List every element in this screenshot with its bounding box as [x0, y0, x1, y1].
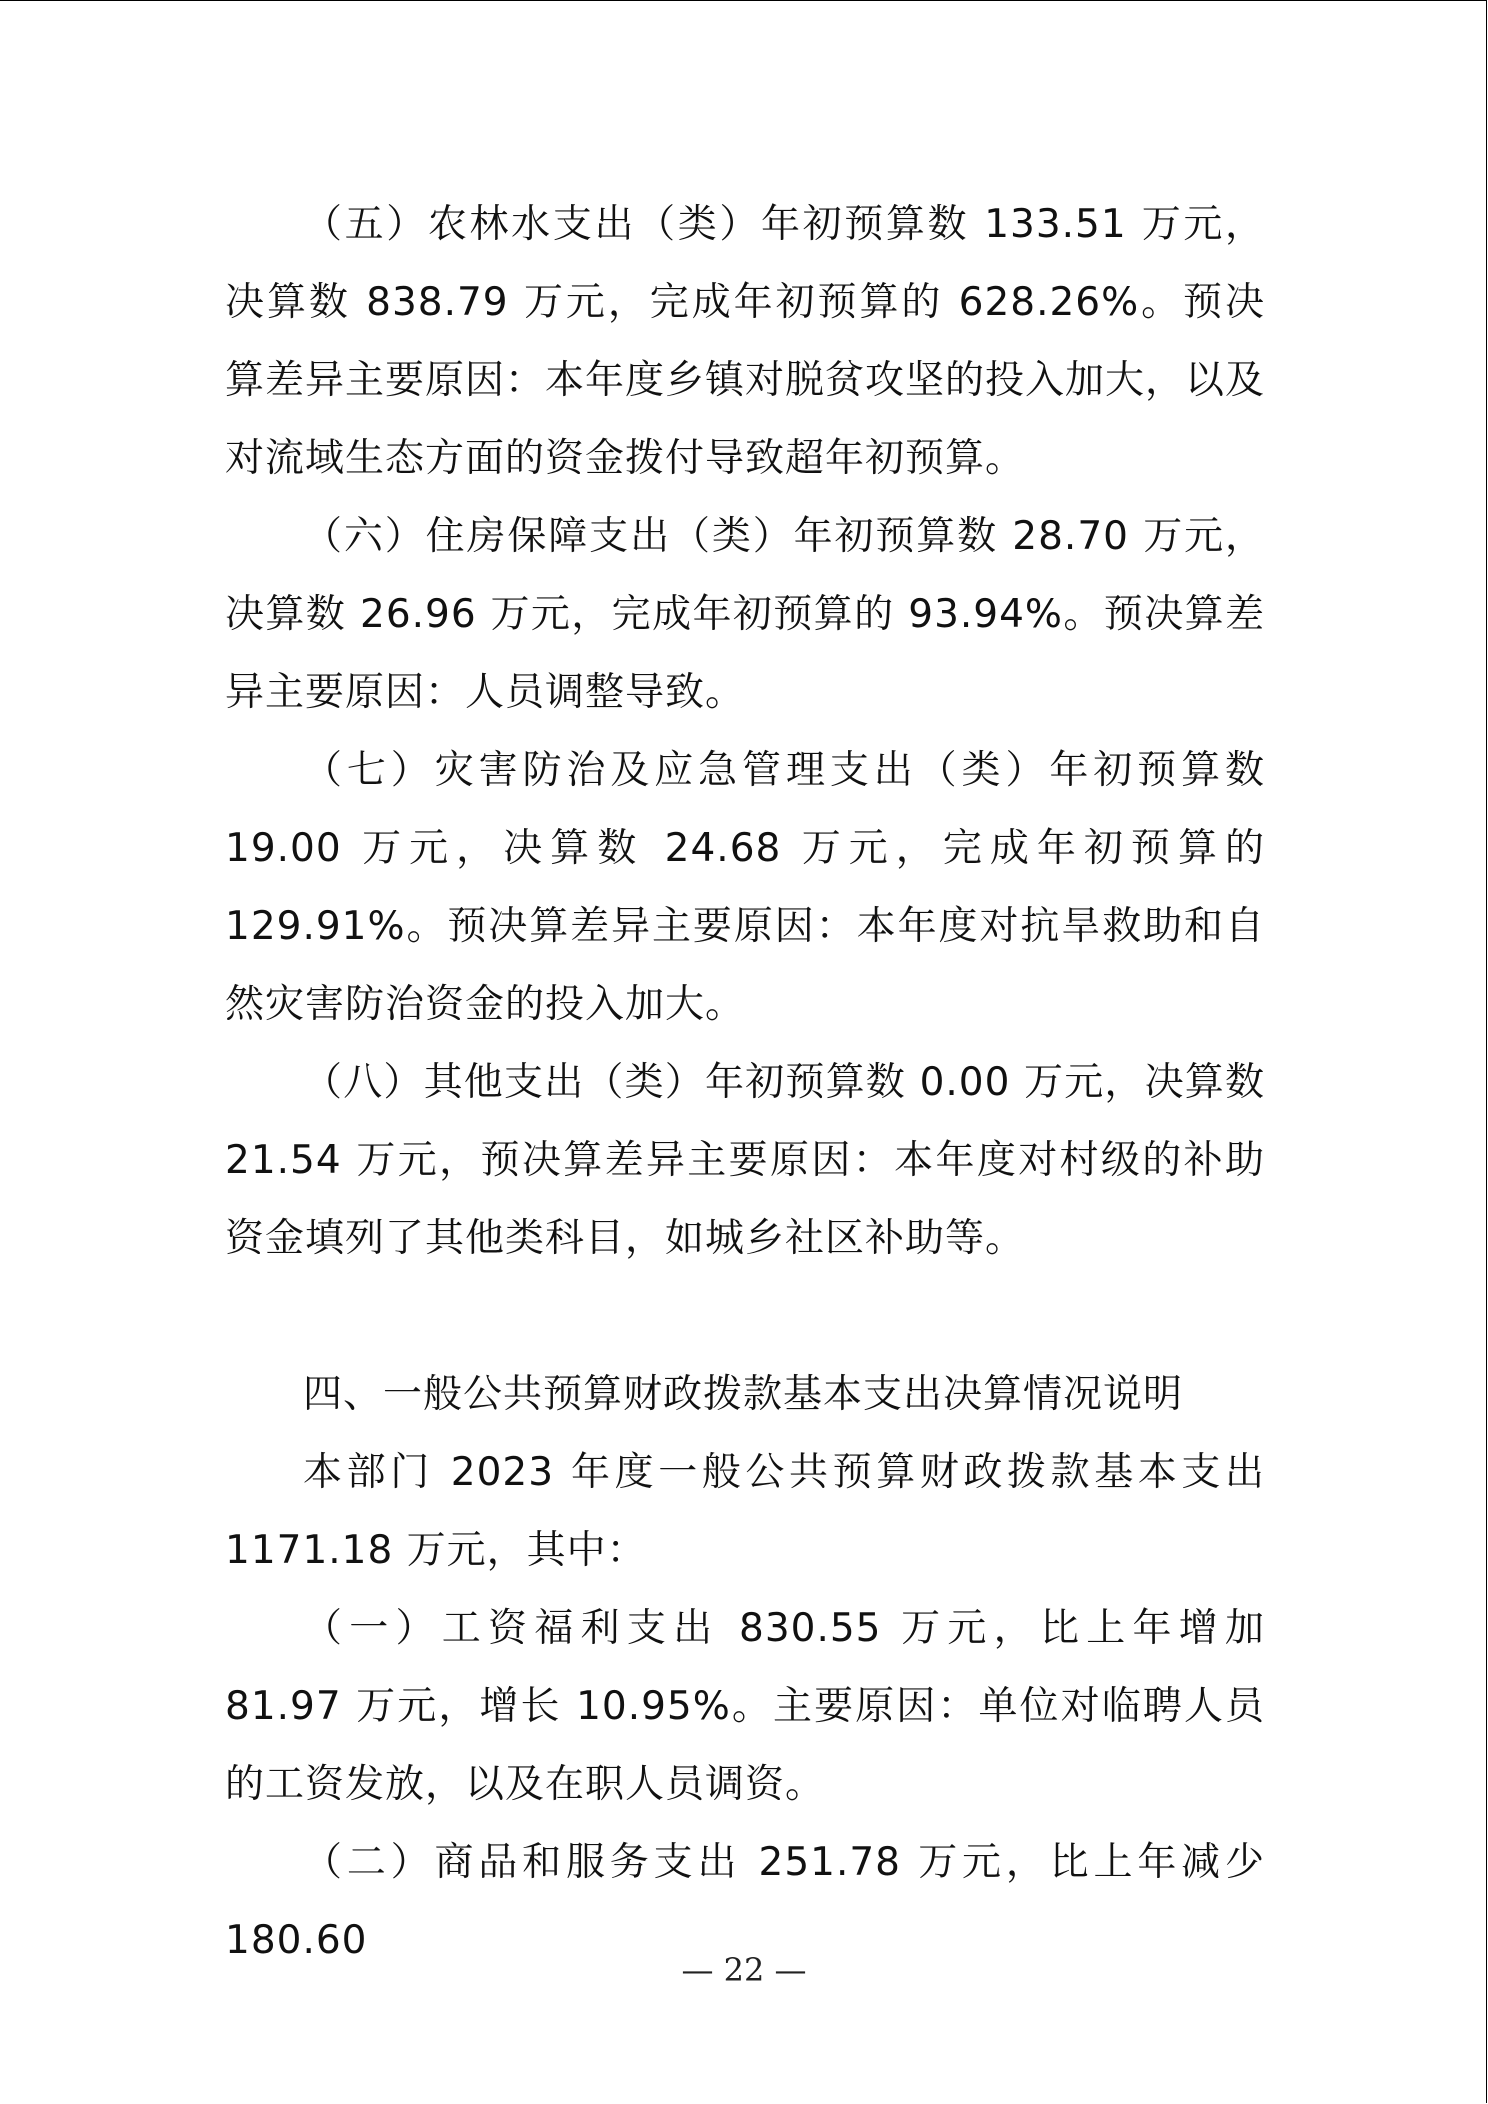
paragraph-disaster-expenditure: （七）灾害防治及应急管理支出（类）年初预算数 19.00 万元，决算数 24.68 万元，完成年初预算的 129.91%。预决算差异主要原因：本年度对抗旱救助和自然灾害防治资金的投入加大。 [225, 748, 1265, 1027]
paragraph-goods-services-expenditure: （二）商品和服务支出 251.78 万元，比上年减少 180.60 [225, 1840, 1265, 1963]
paragraph-housing-expenditure: （六）住房保障支出（类）年初预算数 28.70 万元，决算数 26.96 万元，完成年初预算的 93.94%。预决算差异主要原因：人员调整导致。 [225, 514, 1266, 715]
document-body [225, 186, 1265, 1980]
page-number: — 22 — [681, 1951, 807, 1989]
section-heading: 四、一般公共预算财政拨款基本支出决算情况说明 [303, 1372, 1184, 1417]
paragraph-salary-expenditure: （一）工资福利支出 830.55 万元，比上年增加 81.97 万元，增长 10.95%。主要原因：单位对临聘人员的工资发放，以及在职人员调资。 [225, 1606, 1265, 1807]
paragraph-other-expenditure: （八）其他支出（类）年初预算数 0.00 万元，决算数 21.54 万元，预决算差异主要原因：本年度对村级的补助资金填列了其他类科目，如城乡社区补助等。 [225, 1060, 1265, 1261]
section-spacer [225, 1278, 1265, 1356]
paragraph-agriculture-expenditure: （五）农林水支出（类）年初预算数 133.51 万元，决算数 838.79 万元，完成年初预算的 628.26%。预决算差异主要原因：本年度乡镇对脱贫攻坚的投入加大，以及对流域生态方面的资金拨付导致超年初预算。 [225, 202, 1266, 481]
paragraph-basic-expenditure-total: 本部门 2023 年度一般公共预算财政拨款基本支出 1171.18 万元，其中： [225, 1450, 1265, 1573]
